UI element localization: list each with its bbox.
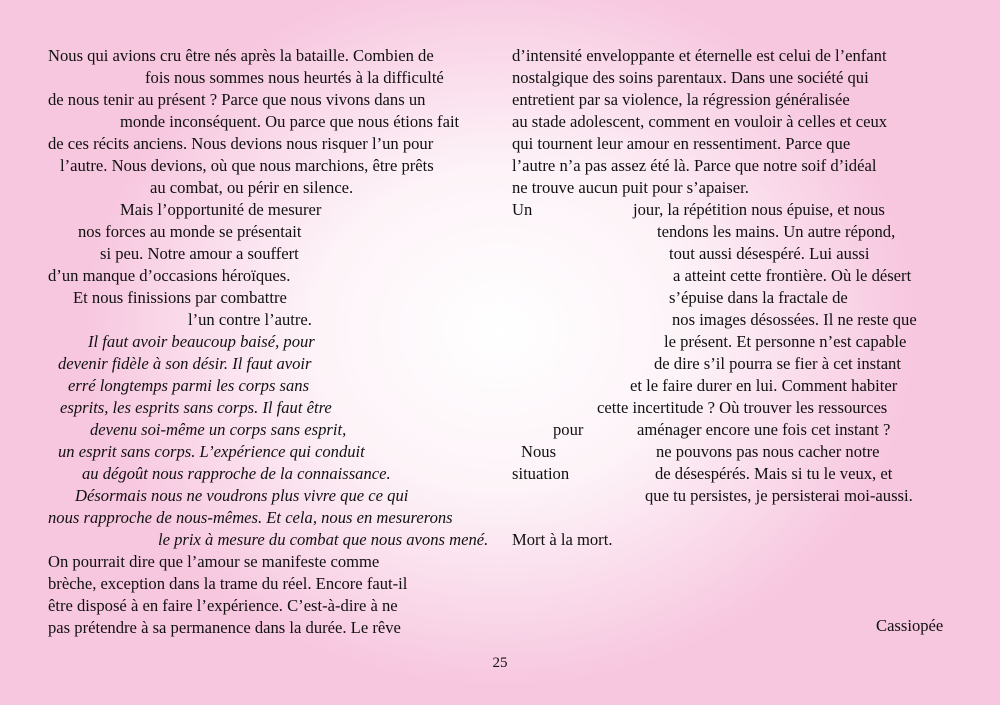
text-line: ne trouve aucun puit pour s’apaiser. — [512, 178, 749, 197]
text-line: le présent. Et personne n’est capable — [664, 332, 907, 351]
text-line: au stade adolescent, comment en vouloir à celles et ceux — [512, 112, 888, 131]
text-line: entretient par sa violence, la régression généralisée — [512, 90, 850, 109]
text-line: qui tournent leur amour en ressentiment. Parce que — [512, 134, 851, 153]
italic-line: un esprit sans corps. L’expérience qui conduit — [58, 442, 365, 461]
text-line: jour, la répétition nous épuise, et nous — [633, 200, 885, 219]
text-line: cette incertitude ? Où trouver les ressources — [597, 398, 888, 417]
text-line: s’épuise dans la fractale de — [669, 288, 848, 307]
text-line: l’un contre l’autre. — [188, 310, 312, 329]
text-line: nos forces au monde se présentait — [78, 222, 302, 241]
closing-line: Mort à la mort. — [512, 530, 613, 549]
italic-line: devenir fidèle à son désir. Il faut avoir — [58, 354, 312, 373]
text-line: monde inconséquent. Ou parce que nous étions fait — [120, 112, 460, 131]
text-line: pas prétendre à sa permanence dans la durée. Le rêve — [48, 618, 401, 637]
text-line: et le faire durer en lui. Comment habiter — [630, 376, 898, 395]
italic-line: Il faut avoir beaucoup baisé, pour — [88, 332, 315, 351]
text-line: de ces récits anciens. Nous devions nous risquer l’un pour — [48, 134, 434, 153]
text-line: l’autre. Nous devions, où que nous marchions, être prêts — [60, 156, 434, 175]
italic-line: Désormais nous ne voudrons plus vivre que ce qui — [75, 486, 409, 505]
text-line: tendons les mains. Un autre répond, — [657, 222, 896, 241]
text-line: ne pouvons pas nous cacher notre — [656, 442, 880, 461]
text-line: si peu. Notre amour a souffert — [100, 244, 299, 263]
text-line: Et nous finissions par combattre — [73, 288, 287, 307]
text-line: nos images désossées. Il ne reste que — [672, 310, 917, 329]
italic-line: le prix à mesure du combat que nous avons mené. — [158, 530, 489, 549]
text-line: de nous tenir au présent ? Parce que nous vivons dans un — [48, 90, 426, 109]
italic-line: devenu soi-même un corps sans esprit, — [90, 420, 347, 439]
text-line: au combat, ou périr en silence. — [150, 178, 354, 197]
text-line: situation — [512, 464, 570, 483]
text-line: de désespérés. Mais si tu le veux, et — [655, 464, 893, 483]
text-line: d’un manque d’occasions héroïques. — [48, 266, 291, 285]
text-line: tout aussi désespéré. Lui aussi — [669, 244, 870, 263]
text-line: que tu persistes, je persisterai moi-aussi. — [645, 486, 913, 505]
page-number: 25 — [492, 655, 508, 671]
text-line: brèche, exception dans la trame du réel. Encore faut-il — [48, 574, 408, 593]
text-line: l’autre n’a pas assez été là. Parce que notre soif d’idéal — [512, 156, 877, 175]
text-line: nostalgique des soins parentaux. Dans une société qui — [512, 68, 869, 87]
text-line: pour — [553, 420, 584, 439]
text-line: On pourrait dire que l’amour se manifeste comme — [48, 552, 380, 571]
text-line: Nous qui avions cru être nés après la bataille. Combien de — [48, 46, 434, 65]
text-line: Nous — [521, 442, 557, 461]
text-line: de dire s’il pourra se fier à cet instant — [654, 354, 901, 373]
text-line: fois nous sommes nous heurtés à la difficulté — [145, 68, 444, 87]
text-line: Mais l’opportunité de mesurer — [120, 200, 322, 219]
text-line: aménager encore une fois cet instant ? — [637, 420, 891, 439]
italic-line: erré longtemps parmi les corps sans — [68, 376, 310, 395]
italic-line: esprits, les esprits sans corps. Il faut être — [60, 398, 332, 417]
text-line: a atteint cette frontière. Où le désert — [673, 266, 912, 285]
text-line: Un — [512, 200, 533, 219]
text-line: d’intensité enveloppante et éternelle est celui de l’enfant — [512, 46, 887, 65]
signature: Cassiopée — [876, 616, 944, 635]
italic-line: au dégoût nous rapproche de la connaissance. — [82, 464, 391, 483]
text-line: être disposé à en faire l’expérience. C’est-à-dire à ne — [48, 596, 398, 615]
italic-line: nous rapproche de nous-mêmes. Et cela, nous en mesurerons — [48, 508, 453, 527]
